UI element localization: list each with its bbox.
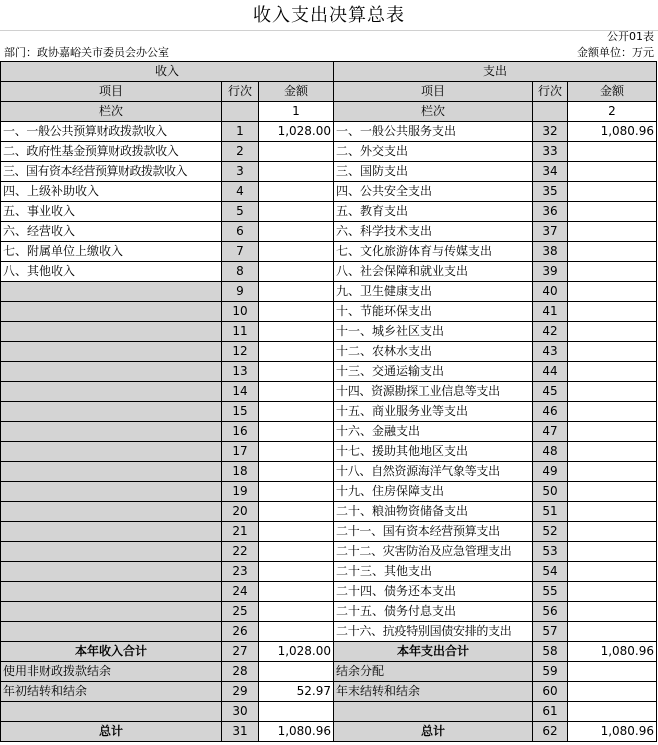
expense-amount-cell — [568, 442, 657, 462]
income-item-label: 一、一般公共预算财政拨款收入 — [1, 122, 222, 142]
expense-item-label: 七、文化旅游体育与传媒支出 — [334, 242, 533, 262]
expense-total-amount: 1,080.96 — [568, 722, 657, 742]
expense-amount-cell — [568, 422, 657, 442]
income-amount-cell — [259, 202, 334, 222]
income-item-label — [1, 342, 222, 362]
income-row-number: 14 — [222, 382, 259, 402]
expense-row-number: 51 — [533, 502, 568, 522]
income-amount-cell — [259, 522, 334, 542]
income-item-label — [1, 382, 222, 402]
expense-amount-cell — [568, 222, 657, 242]
expense-amount-cell — [568, 702, 657, 722]
expense-item-label: 十四、资源勘探工业信息等支出 — [334, 382, 533, 402]
income-item-label: 三、国有资本经营预算财政拨款收入 — [1, 162, 222, 182]
expense-item-header: 项目 — [334, 82, 533, 102]
expense-item-label: 十、节能环保支出 — [334, 302, 533, 322]
expense-item-label: 二十四、债务还本支出 — [334, 582, 533, 602]
expense-amount-cell — [568, 662, 657, 682]
column-number-row — [1, 102, 657, 122]
expense-item-label: 二十六、抗疫特别国债安排的支出 — [334, 622, 533, 642]
expense-row-number: 50 — [533, 482, 568, 502]
expense-total-row-number: 62 — [533, 722, 568, 742]
expense-row-number: 34 — [533, 162, 568, 182]
expense-row-number: 36 — [533, 202, 568, 222]
income-amount-cell: 1,028.00 — [259, 122, 334, 142]
table-row — [1, 682, 657, 702]
expense-item-label: 结余分配 — [334, 662, 533, 682]
income-item-label — [1, 302, 222, 322]
expense-row-header: 行次 — [533, 82, 568, 102]
expense-row-number: 52 — [533, 522, 568, 542]
expense-amount-cell — [568, 502, 657, 522]
income-row-number: 17 — [222, 442, 259, 462]
expense-amount-cell — [568, 242, 657, 262]
table-row — [1, 662, 657, 682]
table-row — [1, 142, 657, 162]
expense-amount-cell — [568, 482, 657, 502]
income-item-label — [1, 402, 222, 422]
subtotal-row — [1, 642, 657, 662]
income-item-label: 五、事业收入 — [1, 202, 222, 222]
expense-amount-header: 金额 — [568, 82, 657, 102]
income-row-number: 19 — [222, 482, 259, 502]
table-row — [1, 282, 657, 302]
expense-section-header: 支出 — [334, 62, 657, 82]
expense-row-number: 55 — [533, 582, 568, 602]
expense-row-number: 47 — [533, 422, 568, 442]
table-row — [1, 602, 657, 622]
income-row-number: 28 — [222, 662, 259, 682]
expense-amount-cell — [568, 202, 657, 222]
income-amount-cell — [259, 442, 334, 462]
expense-amount-cell — [568, 282, 657, 302]
income-item-label — [1, 602, 222, 622]
income-item-label — [1, 562, 222, 582]
expense-item-label: 八、社会保障和就业支出 — [334, 262, 533, 282]
income-amount-cell — [259, 182, 334, 202]
report-title: 收入支出决算总表 — [253, 5, 405, 26]
table-row — [1, 122, 657, 142]
income-amount-cell — [259, 282, 334, 302]
expense-item-label: 十五、商业服务业等支出 — [334, 402, 533, 422]
expense-item-label: 十一、城乡社区支出 — [334, 322, 533, 342]
table-row — [1, 302, 657, 322]
expense-item-label: 二十三、其他支出 — [334, 562, 533, 582]
expense-row-number: 59 — [533, 662, 568, 682]
expense-amount-cell — [568, 542, 657, 562]
expense-row-number: 37 — [533, 222, 568, 242]
expense-row-number: 33 — [533, 142, 568, 162]
income-amount-cell — [259, 242, 334, 262]
expense-item-label: 十八、自然资源海洋气象等支出 — [334, 462, 533, 482]
income-item-label — [1, 542, 222, 562]
section-header-row — [1, 62, 657, 82]
expense-item-label: 一、一般公共服务支出 — [334, 122, 533, 142]
expense-row-number: 40 — [533, 282, 568, 302]
income-amount-cell — [259, 562, 334, 582]
income-column-label: 栏次 — [1, 102, 222, 122]
income-item-label: 八、其他收入 — [1, 262, 222, 282]
income-row-number: 29 — [222, 682, 259, 702]
income-total-label: 总计 — [1, 722, 222, 742]
expense-item-label: 十三、交通运输支出 — [334, 362, 533, 382]
table-row — [1, 222, 657, 242]
expense-subtotal-amount: 1,080.96 — [568, 642, 657, 662]
expense-item-label: 二十五、债务付息支出 — [334, 602, 533, 622]
income-row-number: 24 — [222, 582, 259, 602]
income-row-number: 9 — [222, 282, 259, 302]
expense-column-blank — [533, 102, 568, 122]
expense-row-number: 42 — [533, 322, 568, 342]
income-row-number: 21 — [222, 522, 259, 542]
expense-amount-cell — [568, 622, 657, 642]
table-row — [1, 202, 657, 222]
income-item-label — [1, 622, 222, 642]
income-amount-cell — [259, 622, 334, 642]
income-amount-cell — [259, 142, 334, 162]
table-row — [1, 162, 657, 182]
table-row — [1, 462, 657, 482]
expense-row-number: 32 — [533, 122, 568, 142]
income-subtotal-row-number: 27 — [222, 642, 259, 662]
income-item-label — [1, 322, 222, 342]
income-amount-cell — [259, 502, 334, 522]
income-item-label: 年初结转和结余 — [1, 682, 222, 702]
expense-amount-cell — [568, 522, 657, 542]
income-amount-cell — [259, 362, 334, 382]
income-amount-cell — [259, 702, 334, 722]
expense-item-label: 二十二、灾害防治及应急管理支出 — [334, 542, 533, 562]
income-row-number: 7 — [222, 242, 259, 262]
income-row-number: 12 — [222, 342, 259, 362]
income-row-number: 18 — [222, 462, 259, 482]
expense-item-label: 九、卫生健康支出 — [334, 282, 533, 302]
expense-row-number: 48 — [533, 442, 568, 462]
expense-item-label: 五、教育支出 — [334, 202, 533, 222]
income-row-number: 11 — [222, 322, 259, 342]
expense-row-number: 56 — [533, 602, 568, 622]
expense-amount-cell — [568, 362, 657, 382]
income-column-blank — [222, 102, 259, 122]
income-row-number: 4 — [222, 182, 259, 202]
expense-amount-cell — [568, 602, 657, 622]
income-item-label — [1, 422, 222, 442]
expense-amount-cell — [568, 462, 657, 482]
income-amount-cell — [259, 222, 334, 242]
income-amount-header: 金额 — [259, 82, 334, 102]
income-row-header: 行次 — [222, 82, 259, 102]
table-row — [1, 502, 657, 522]
expense-row-number: 45 — [533, 382, 568, 402]
expense-column-number: 2 — [568, 102, 657, 122]
form-number: 公开01表 — [607, 30, 654, 43]
income-row-number: 10 — [222, 302, 259, 322]
expense-item-label: 二十一、国有资本经营预算支出 — [334, 522, 533, 542]
expense-amount-cell — [568, 382, 657, 402]
income-item-label — [1, 702, 222, 722]
table-row — [1, 362, 657, 382]
income-amount-cell: 52.97 — [259, 682, 334, 702]
table-row — [1, 482, 657, 502]
expense-row-number: 44 — [533, 362, 568, 382]
expense-item-label: 十二、农林水支出 — [334, 342, 533, 362]
expense-amount-cell — [568, 582, 657, 602]
income-item-label — [1, 482, 222, 502]
income-amount-cell — [259, 382, 334, 402]
income-item-label — [1, 362, 222, 382]
income-amount-cell — [259, 542, 334, 562]
income-total-row-number: 31 — [222, 722, 259, 742]
expense-item-label: 十七、援助其他地区支出 — [334, 442, 533, 462]
table-row — [1, 622, 657, 642]
expense-row-number: 46 — [533, 402, 568, 422]
expense-subtotal-label: 本年支出合计 — [334, 642, 533, 662]
income-amount-cell — [259, 462, 334, 482]
income-amount-cell — [259, 402, 334, 422]
expense-row-number: 38 — [533, 242, 568, 262]
title-divider — [0, 30, 658, 31]
income-row-number: 15 — [222, 402, 259, 422]
income-amount-cell — [259, 662, 334, 682]
income-amount-cell — [259, 162, 334, 182]
expense-row-number: 57 — [533, 622, 568, 642]
income-amount-cell — [259, 342, 334, 362]
income-row-number: 26 — [222, 622, 259, 642]
income-row-number: 5 — [222, 202, 259, 222]
expense-row-number: 53 — [533, 542, 568, 562]
table-row — [1, 322, 657, 342]
expense-subtotal-row-number: 58 — [533, 642, 568, 662]
income-item-label — [1, 502, 222, 522]
expense-amount-cell — [568, 402, 657, 422]
table-row — [1, 522, 657, 542]
income-row-number: 2 — [222, 142, 259, 162]
income-row-number: 1 — [222, 122, 259, 142]
expense-amount-cell — [568, 162, 657, 182]
income-item-label — [1, 462, 222, 482]
expense-amount-cell — [568, 302, 657, 322]
income-subtotal-label: 本年收入合计 — [1, 642, 222, 662]
income-row-number: 3 — [222, 162, 259, 182]
table-row — [1, 262, 657, 282]
income-amount-cell — [259, 582, 334, 602]
expense-row-number: 41 — [533, 302, 568, 322]
income-item-label: 使用非财政拨款结余 — [1, 662, 222, 682]
expense-amount-cell: 1,080.96 — [568, 122, 657, 142]
income-item-label — [1, 522, 222, 542]
expense-amount-cell — [568, 142, 657, 162]
expense-item-label: 十九、住房保障支出 — [334, 482, 533, 502]
expense-row-number: 61 — [533, 702, 568, 722]
expense-item-label: 三、国防支出 — [334, 162, 533, 182]
income-amount-cell — [259, 262, 334, 282]
table-row — [1, 442, 657, 462]
table-row — [1, 342, 657, 362]
income-row-number: 16 — [222, 422, 259, 442]
table-row — [1, 182, 657, 202]
expense-row-number: 49 — [533, 462, 568, 482]
expense-row-number: 54 — [533, 562, 568, 582]
income-column-number: 1 — [259, 102, 334, 122]
expense-total-label: 总计 — [334, 722, 533, 742]
table-row — [1, 382, 657, 402]
income-amount-cell — [259, 302, 334, 322]
income-item-label: 四、上级补助收入 — [1, 182, 222, 202]
income-amount-cell — [259, 482, 334, 502]
table-row — [1, 542, 657, 562]
expense-amount-cell — [568, 262, 657, 282]
amount-unit-label: 金额单位：万元 — [577, 46, 654, 59]
income-item-header: 项目 — [1, 82, 222, 102]
department-label: 部门：政协嘉峪关市委员会办公室 — [4, 46, 169, 59]
expense-item-label — [334, 702, 533, 722]
income-row-number: 20 — [222, 502, 259, 522]
expense-row-number: 39 — [533, 262, 568, 282]
expense-item-label: 二十、粮油物资储备支出 — [334, 502, 533, 522]
income-total-amount: 1,080.96 — [259, 722, 334, 742]
income-row-number: 23 — [222, 562, 259, 582]
income-subtotal-amount: 1,028.00 — [259, 642, 334, 662]
table-row — [1, 562, 657, 582]
expense-item-label: 二、外交支出 — [334, 142, 533, 162]
income-item-label — [1, 442, 222, 462]
expense-item-label: 十六、金融支出 — [334, 422, 533, 442]
income-section-header: 收入 — [1, 62, 334, 82]
expense-row-number: 60 — [533, 682, 568, 702]
expense-amount-cell — [568, 562, 657, 582]
table-row — [1, 702, 657, 722]
column-header-row — [1, 82, 657, 102]
income-row-number: 22 — [222, 542, 259, 562]
income-row-number: 13 — [222, 362, 259, 382]
income-row-number: 25 — [222, 602, 259, 622]
summary-table — [0, 61, 657, 742]
income-amount-cell — [259, 322, 334, 342]
expense-row-number: 43 — [533, 342, 568, 362]
income-row-number: 30 — [222, 702, 259, 722]
income-item-label: 六、经营收入 — [1, 222, 222, 242]
table-row — [1, 402, 657, 422]
income-amount-cell — [259, 422, 334, 442]
expense-item-label: 六、科学技术支出 — [334, 222, 533, 242]
expense-item-label: 四、公共安全支出 — [334, 182, 533, 202]
income-item-label — [1, 582, 222, 602]
expense-amount-cell — [568, 342, 657, 362]
income-item-label: 七、附属单位上缴收入 — [1, 242, 222, 262]
table-row — [1, 582, 657, 602]
table-row — [1, 242, 657, 262]
table-row — [1, 422, 657, 442]
expense-amount-cell — [568, 682, 657, 702]
total-row — [1, 722, 657, 742]
income-item-label: 二、政府性基金预算财政拨款收入 — [1, 142, 222, 162]
expense-amount-cell — [568, 322, 657, 342]
income-row-number: 8 — [222, 262, 259, 282]
expense-row-number: 35 — [533, 182, 568, 202]
income-row-number: 6 — [222, 222, 259, 242]
expense-amount-cell — [568, 182, 657, 202]
income-amount-cell — [259, 602, 334, 622]
expense-column-label: 栏次 — [334, 102, 533, 122]
expense-item-label: 年末结转和结余 — [334, 682, 533, 702]
income-item-label — [1, 282, 222, 302]
